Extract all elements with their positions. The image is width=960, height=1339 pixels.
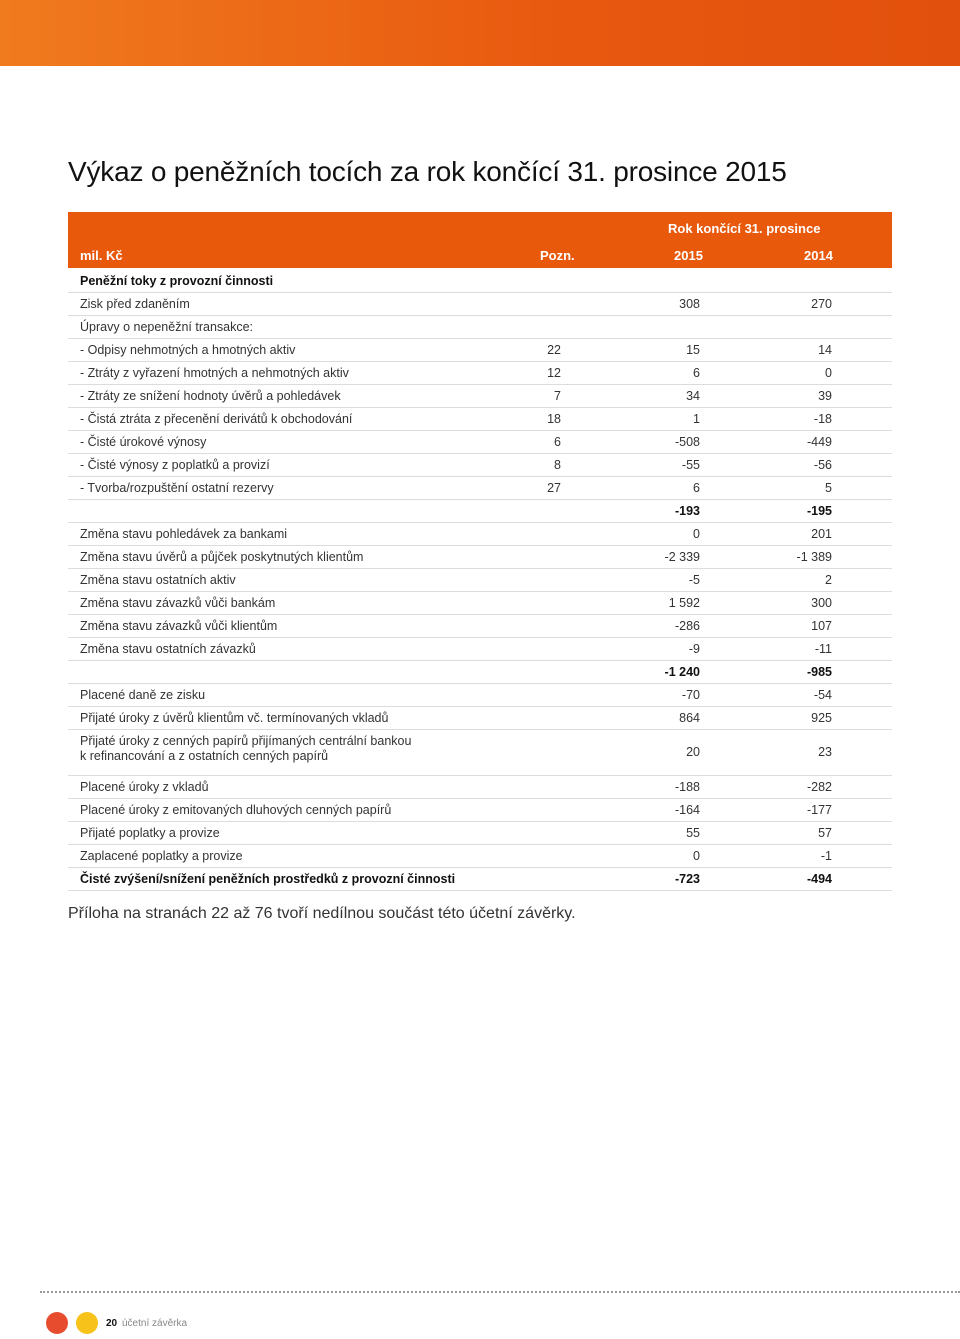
table-row	[68, 868, 892, 891]
year-2015-header: 2015	[674, 248, 703, 263]
unit-label: mil. Kč	[80, 248, 123, 263]
row-value-2014: 270	[811, 297, 832, 311]
row-value-2015: 15	[686, 343, 700, 357]
row-label: Změna stavu ostatních závazků	[80, 642, 256, 656]
row-value-2015: 20	[686, 745, 700, 759]
row-label: Přijaté úroky z cenných papírů přijímaných centrální bankou k refinancování a z ostatních cenných papírů	[80, 734, 412, 763]
row-label: - Čisté výnosy z poplatků a provizí	[80, 458, 270, 472]
row-label: - Tvorba/rozpuštění ostatní rezervy	[80, 481, 274, 495]
table-row	[68, 822, 892, 845]
row-value-2014: 5	[825, 481, 832, 495]
table-row	[68, 408, 892, 431]
table-row	[68, 569, 892, 592]
footer-dotted-divider	[40, 1291, 960, 1293]
footnote: Příloha na stranách 22 až 76 tvoří nedílnou součást této účetní závěrky.	[68, 905, 576, 922]
table-row	[68, 523, 892, 546]
table-row	[68, 661, 892, 684]
table-row	[68, 707, 892, 730]
row-label: Čisté zvýšení/snížení peněžních prostředků z provozní činnosti	[80, 872, 456, 886]
row-label: Placené úroky z emitovaných dluhových cenných papírů	[80, 803, 392, 817]
row-label: Změna stavu pohledávek za bankami	[80, 527, 288, 541]
year-2014-header: 2014	[804, 248, 833, 263]
row-label: Placené úroky z vkladů	[80, 780, 209, 794]
table-row	[68, 477, 892, 500]
yellow-circle-icon	[76, 1312, 98, 1334]
row-value-2015: 1	[693, 412, 700, 426]
row-value-2015: 6	[693, 366, 700, 380]
row-label: Placené daně ze zisku	[80, 688, 206, 702]
row-value-2014: -54	[813, 688, 832, 702]
row-value-2014: -1 389	[796, 550, 832, 564]
row-value-2014: -11	[814, 642, 832, 656]
row-value-2015: -723	[674, 872, 700, 886]
table-row	[68, 270, 892, 293]
row-value-2015: 308	[679, 297, 700, 311]
row-value-2014: 14	[818, 343, 832, 357]
row-label: - Ztráty z vyřazení hmotných a nehmotných aktiv	[80, 366, 349, 380]
row-label: Zaplacené poplatky a provize	[80, 849, 243, 863]
row-value-2014: -985	[806, 665, 832, 679]
row-note: 8	[554, 458, 561, 472]
row-label: Peněžní toky z provozní činnosti	[80, 274, 274, 288]
page-number: 20	[106, 1318, 118, 1329]
table-row	[68, 730, 892, 776]
row-value-2014: 2	[825, 573, 832, 587]
row-value-2015: 1 592	[668, 596, 700, 610]
red-circle-icon	[46, 1312, 68, 1334]
row-value-2015: 6	[693, 481, 700, 495]
row-value-2014: -282	[806, 780, 832, 794]
row-value-2015: 34	[686, 389, 700, 403]
row-value-2014: -18	[813, 412, 832, 426]
period-label: Rok končící 31. prosince	[668, 221, 821, 236]
row-value-2015: -1 240	[664, 665, 700, 679]
row-label: Změna stavu úvěrů a půjček poskytnutých klientům	[80, 550, 364, 564]
table-row	[68, 615, 892, 638]
table-row	[68, 500, 892, 523]
row-label: Přijaté úroky z úvěrů klientům vč. termínovaných vkladů	[80, 711, 389, 725]
row-label: - Čisté úrokové výnosy	[80, 435, 207, 449]
row-value-2014: -1	[820, 849, 832, 863]
row-value-2015: -55	[681, 458, 700, 472]
table-row	[68, 776, 892, 799]
table-row	[68, 546, 892, 569]
row-value-2014: -56	[813, 458, 832, 472]
row-value-2014: 107	[811, 619, 832, 633]
cash-flow-table-body	[68, 270, 892, 891]
table-row	[68, 293, 892, 316]
row-label: Zisk před zdaněním	[80, 297, 190, 311]
table-row	[68, 385, 892, 408]
row-value-2015: -9	[688, 642, 700, 656]
table-row	[68, 454, 892, 477]
table-row	[68, 684, 892, 707]
row-value-2015: -188	[674, 780, 700, 794]
row-label: Přijaté poplatky a provize	[80, 826, 220, 840]
row-label: Změna stavu závazků vůči bankám	[80, 596, 276, 610]
row-value-2015: -193	[674, 504, 700, 518]
row-label: - Čistá ztráta z přecenění derivátů k obchodování	[80, 412, 353, 426]
row-note: 27	[547, 481, 561, 495]
row-note: 22	[547, 343, 561, 357]
section-name: účetní závěrka	[122, 1318, 188, 1329]
table-row	[68, 362, 892, 385]
table-row	[68, 316, 892, 339]
row-label: - Ztráty ze snížení hodnoty úvěrů a pohledávek	[80, 389, 341, 403]
table-row	[68, 431, 892, 454]
row-value-2014: -449	[806, 435, 832, 449]
row-note: 18	[547, 412, 561, 426]
row-value-2014: 300	[811, 596, 832, 610]
row-value-2015: -286	[674, 619, 700, 633]
row-value-2014: -177	[806, 803, 832, 817]
row-label: - Odpisy nehmotných a hmotných aktiv	[80, 343, 296, 357]
note-column-header: Pozn.	[540, 248, 575, 263]
table-row	[68, 845, 892, 868]
row-value-2015: 0	[693, 849, 700, 863]
row-value-2014: 925	[811, 711, 832, 725]
row-note: 12	[547, 366, 561, 380]
row-label: Úpravy o nepeněžní transakce:	[80, 320, 254, 334]
row-value-2015: -164	[674, 803, 700, 817]
row-value-2015: -70	[681, 688, 700, 702]
row-value-2015: 864	[679, 711, 700, 725]
row-note: 6	[554, 435, 561, 449]
row-value-2015: 55	[686, 826, 700, 840]
row-value-2014: -195	[806, 504, 832, 518]
row-value-2014: 201	[811, 527, 832, 541]
row-value-2014: -494	[806, 872, 832, 886]
table-row	[68, 638, 892, 661]
page-title: Výkaz o peněžních tocích za rok končící 31. prosince 2015	[68, 156, 787, 187]
table-header	[68, 212, 892, 268]
row-value-2015: 0	[693, 527, 700, 541]
row-value-2014: 0	[825, 366, 832, 380]
row-label: Změna stavu ostatních aktiv	[80, 573, 236, 587]
row-note: 7	[554, 389, 561, 403]
row-value-2015: -508	[674, 435, 700, 449]
row-value-2014: 39	[818, 389, 832, 403]
table-row	[68, 339, 892, 362]
top-orange-band	[0, 0, 960, 66]
table-row	[68, 799, 892, 822]
row-value-2015: -2 339	[664, 550, 700, 564]
row-label: Změna stavu závazků vůči klientům	[80, 619, 278, 633]
table-row	[68, 592, 892, 615]
row-value-2014: 57	[818, 826, 832, 840]
row-value-2015: -5	[688, 573, 700, 587]
row-value-2014: 23	[818, 745, 832, 759]
